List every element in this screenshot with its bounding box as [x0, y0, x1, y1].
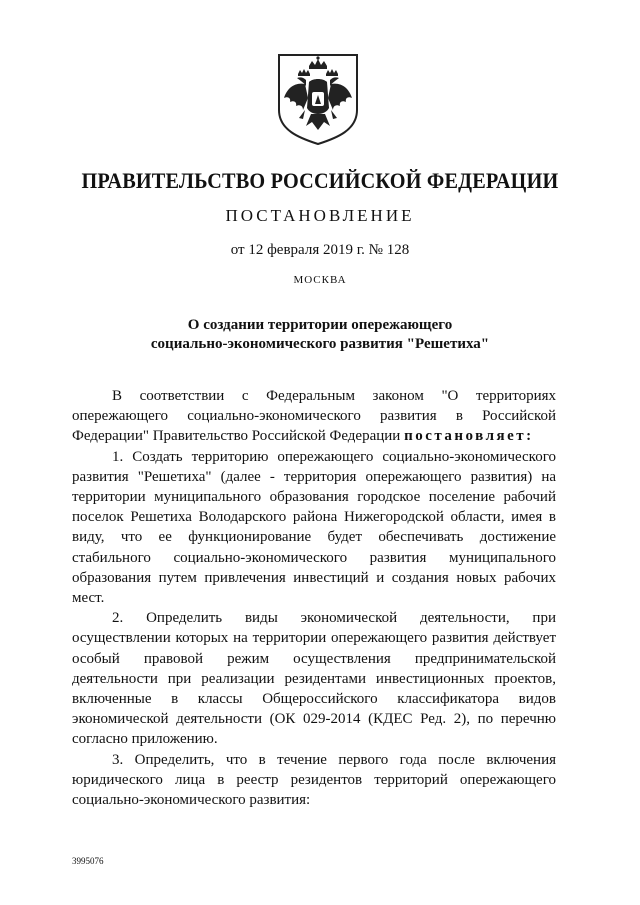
intro-text: В соответствии с Федеральным законом "О территориях опережающего социально-экономического развития в Российской Федерации" Правительство Российской Федерации — [72, 388, 556, 445]
document-code: 3995076 — [72, 856, 104, 866]
intro-paragraph — [72, 386, 556, 447]
heading-line-1: О создании территории опережающего — [187, 317, 453, 333]
coat-of-arms-emblem — [275, 52, 361, 146]
heading-line-2: социально-экономического развития "Решетиха" — [150, 336, 490, 352]
document-heading — [0, 316, 640, 354]
government-title: ПРАВИТЕЛЬСТВО РОССИЙСКОЙ ФЕДЕРАЦИИ — [81, 168, 559, 193]
document-body — [72, 386, 556, 810]
item-3-paragraph: 3. Определить, что в течение первого года после включения юридического лица в реестр резидентов территорий опережающего социально-экономического развития: — [72, 751, 556, 809]
document-date-number: от 12 февраля 2019 г. № 128 — [230, 242, 410, 258]
document-type: ПОСТАНОВЛЕНИЕ — [225, 206, 415, 225]
item-2-paragraph: 2. Определить виды экономической деятельности, при осуществлении которых на территории опережающего развития действует особый правовой режим осуществления предпринимательской деятельности при реализации резидентами инвестиционных проектов, включенные в классы Общероссийского классификатора видов экономической деятельности (ОК 029-2014 (КДЕС Ред. 2), по перечню согласно приложению. — [72, 610, 556, 748]
document-city: МОСКВА — [293, 274, 347, 286]
decree-word: постановляет: — [404, 428, 534, 445]
item-1-paragraph: 1. Создать территорию опережающего социально-экономического развития "Решетиха" (далее - территория опережающего развития) на территории муниципального образования городское поселение рабочий поселок Решетиха Володарского района Нижегородской области, имея в виду, что ее функционирование будет обеспечивать достижение стабильного социально-экономического развития муниципального образования путем привлечения инвестиций и создания новых рабочих мест. — [72, 448, 556, 607]
